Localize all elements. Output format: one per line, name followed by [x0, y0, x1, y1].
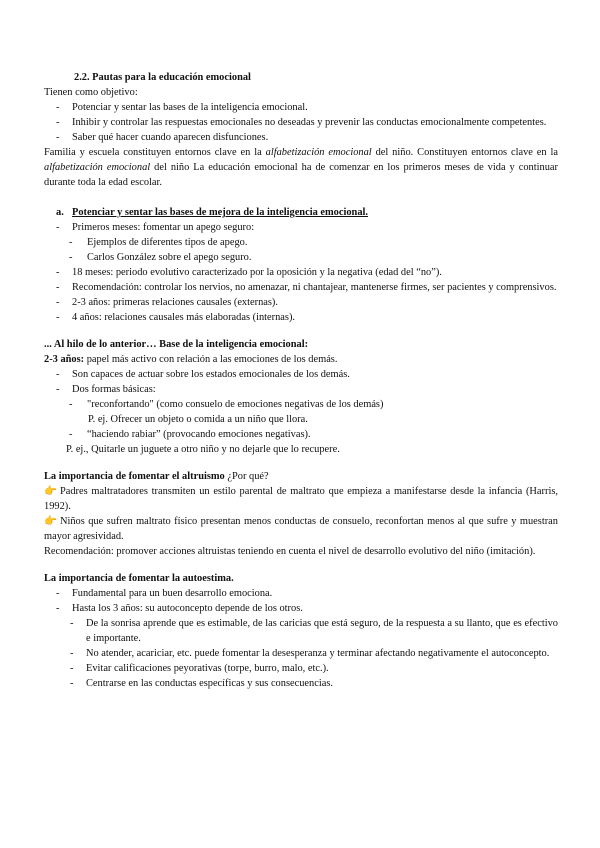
objective-item: - Saber qué hacer cuando aparecen disfunciones.: [56, 132, 269, 143]
dash-bullet: -: [56, 384, 60, 395]
document-content: [44, 70, 558, 691]
list-item: - Fundamental para un buen desarrollo emociona.: [56, 588, 273, 599]
dash-bullet: -: [69, 237, 73, 248]
list-item: - Primeros meses: fomentar un apego seguro:: [56, 222, 255, 233]
part-a-heading: [44, 205, 558, 220]
sub-list-item: - "reconfortando" (como consuelo de emociones negativas de los demás): [69, 399, 384, 410]
sub-list-item: - No atender, acariciar, etc. puede fomentar la desesperanza y terminar afectando negativamente el autoconcepto.: [70, 648, 550, 659]
objective-item: - Potenciar y sentar las bases de la inteligencia emocional.: [56, 102, 308, 113]
dash-bullet: -: [70, 648, 74, 659]
dash-bullet: -: [56, 222, 60, 233]
list-marker: a.: [56, 207, 64, 218]
list-item: - Hasta los 3 años: su autoconcepto depende de los otros.: [56, 603, 303, 614]
dash-bullet: -: [56, 267, 60, 278]
altruism-recommendation: Recomendación: promover acciones altruistas teniendo en cuenta el nivel de desarrollo evolutivo del niño (imitación).: [44, 546, 536, 557]
dash-bullet: -: [69, 252, 73, 263]
altruism-point: 👉 Niños que sufren maltrato físico presentan menos conductas de consuelo, reconfortan menos al que sufre y muestran mayor agresividad.: [44, 516, 558, 542]
dash-bullet: -: [56, 369, 60, 380]
dash-bullet: -: [56, 117, 60, 128]
example-text: P. ej., Quitarle un juguete a otro niño y no dejarle que lo recupere.: [66, 444, 340, 455]
dash-bullet: -: [56, 312, 60, 323]
pointing-hand-icon: 👉: [44, 516, 57, 527]
emphasis-term: alfabetización emocional: [265, 147, 372, 158]
selfesteem-title: La importancia de fomentar la autoestima.: [44, 573, 234, 584]
part-a-title: Potenciar y sentar las bases de mejora de la inteligencia emocional.: [72, 207, 368, 218]
sub-list-item: - Carlos González sobre el apego seguro.: [69, 252, 252, 263]
dash-bullet: -: [56, 282, 60, 293]
dash-bullet: -: [56, 132, 60, 143]
list-item: - Dos formas básicas:: [56, 384, 156, 395]
dash-bullet: -: [70, 678, 74, 689]
example-text: P. ej. Ofrecer un objeto o comida a un niño que llora.: [88, 414, 308, 425]
pointing-hand-icon: 👉: [44, 486, 57, 497]
list-item: - 2-3 años: primeras relaciones causales (externas).: [56, 297, 278, 308]
list-item: - 4 años: relaciones causales más elaboradas (internas).: [56, 312, 296, 323]
sub-list-item: - Centrarse en las conductas específicas y sus consecuencias.: [70, 678, 333, 689]
sub-list-item: - “haciendo rabiar” (provocando emociones negativas).: [69, 429, 311, 440]
continuation-title: ... Al hilo de lo anterior… Base de la inteligencia emocional:: [44, 339, 309, 350]
continuation-lead: 2-3 años: papel más activo con relación a las emociones de los demás.: [44, 354, 338, 365]
dash-bullet: -: [70, 618, 74, 629]
dash-bullet: -: [69, 429, 73, 440]
dash-bullet: -: [56, 297, 60, 308]
dash-bullet: -: [56, 588, 60, 599]
objective-item: - Inhibir y controlar las respuestas emocionales no deseadas y prevenir las conductas emocionalmente competentes.: [56, 117, 547, 128]
altruism-heading: La importancia de fomentar el altruismo ¿Por qué?: [44, 471, 269, 482]
dash-bullet: -: [56, 603, 60, 614]
sub-list-item: - De la sonrisa aprende que es estimable, de las caricias que está seguro, de la respuesta a su llanto, que es efectivo e importante.: [70, 618, 558, 644]
sub-list-item: - Ejemplos de diferentes tipos de apego.: [69, 237, 248, 248]
list-item: - Recomendación: controlar los nervios, no amenazar, ni chantajear, mantenerse firmes, ser pacientes y comprensivos.: [56, 282, 557, 293]
objectives-intro: Tienen como objetivo:: [44, 87, 138, 98]
dash-bullet: -: [69, 399, 73, 410]
intro-paragraph: Familia y escuela constituyen entornos clave en la alfabetización emocional del niño. Constituyen entornos clave en la alfabetización emocional del niño La educación emocional ha de comenzar en los primeros meses de vida y continuar durante toda la edad escolar.: [44, 147, 558, 188]
emphasis-term: alfabetización emocional: [44, 162, 151, 173]
section-title: 2.2. Pautas para la educación emocional: [74, 72, 251, 83]
list-item: - 18 meses: periodo evolutivo caracterizado por la oposición y la negativa (edad del “no”).: [56, 267, 442, 278]
sub-list-item: - Evitar calificaciones peyorativas (torpe, burro, malo, etc.).: [70, 663, 329, 674]
altruism-point: 👉 Padres maltratadores transmiten un estilo parental de maltrato que empieza a manifestarse desde la infancia (Harris, 1992).: [44, 486, 558, 512]
list-item: - Son capaces de actuar sobre los estados emocionales de los demás.: [56, 369, 350, 380]
dash-bullet: -: [56, 102, 60, 113]
dash-bullet: -: [70, 663, 74, 674]
altruism-title: La importancia de fomentar el altruismo: [44, 471, 225, 482]
